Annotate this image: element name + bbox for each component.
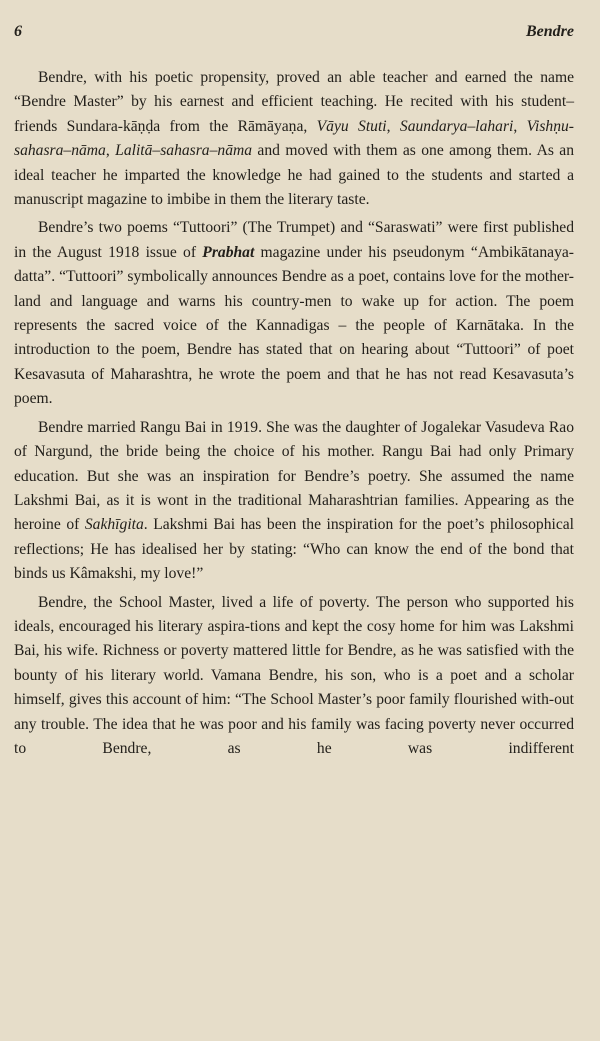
running-title: Bendre [526, 23, 574, 40]
running-header [14, 22, 574, 42]
italic-title: Vishṇu-sahasra–nāma [14, 117, 574, 160]
text-run: , [513, 117, 527, 135]
text-run: Bendre married Rangu Bai in 1919. She was the daughter of Jogalekar Vasudeva Rao of Nargund, the bride being the choice of his mother. Rangu Bai had only Primary education. But she was an inspiration for Bendre’s poetry. She assumed the name Lakshmi Bai, as it is wont in the traditional Maharashtrian families. Appearing as the heroine of [14, 418, 574, 534]
italic-title: Sakhīgita [84, 516, 144, 534]
paragraph [14, 216, 574, 411]
paragraph [14, 66, 574, 212]
text-run: Bendre, the School Master, lived a life of poverty. The person who supported his ideals, encouraged his literary aspira-tions and kept the cosy home for him was Lakshmi Bai, his wife. Richness or poverty mattered little for Bendre, as he was satisfied with the bounty of his literary world. Vamana Bendre, his son, who is a poet and a scholar himself, gives this account of him: “The School Master’s poor family flourished with-out any trouble. The idea that he was poor and his family was facing poverty never occurred to Bendre, as he was indifferent [14, 593, 574, 757]
paragraph [14, 416, 574, 587]
text-run: Bendre’s two poems “Tuttoori” (The Trumpet) and “Saraswati” were first published in the August 1918 issue of [14, 219, 574, 261]
italic-title: Lalitā–sahasra–nāma [115, 142, 253, 160]
text-run: . Lakshmi Bai has been the inspiration for the poet’s philosophical reflections; He has idealised her by stating: “Who can know the end of the bond that binds us Kâmakshi, my love!” [14, 516, 574, 583]
page-number: 6 [14, 23, 22, 40]
text-run: magazine under his pseudonym “Ambikātanaya-datta”. “Tuttoori” symbolically announces Bendre as a poet, contains love for the mother-land and language and warns his country-men to wake up for action. The poem represents the sacred voice of the Kannadigas – the people of Karnātaka. In the introduction to the poem, Bendre has stated that on hearing about “Tuttoori” of poet Kesavasuta of Maharashtra, he wrote the poem and that he has not read Kesavasuta’s poem. [14, 243, 574, 408]
body-text [14, 66, 574, 761]
text-run: , [386, 117, 400, 135]
text-run: Bendre, with his poetic propensity, proved an able teacher and earned the name “Bendre Master” by his earnest and efficient teaching. He recited with his student–friends Sundara-kāṇḍa from the Rāmāyaṇa, [14, 69, 574, 135]
text-run: and moved with them as one among them. As an ideal teacher he imparted the knowledge he had gained to the students and started a manuscript magazine to imbibe in them the literary taste. [14, 142, 575, 209]
paragraph [14, 591, 574, 762]
italic-title: Prabhat [202, 243, 255, 261]
text-run: , [105, 142, 116, 160]
italic-title: Vāyu Stuti [316, 117, 387, 135]
italic-title: Saundarya–lahari [399, 117, 514, 135]
